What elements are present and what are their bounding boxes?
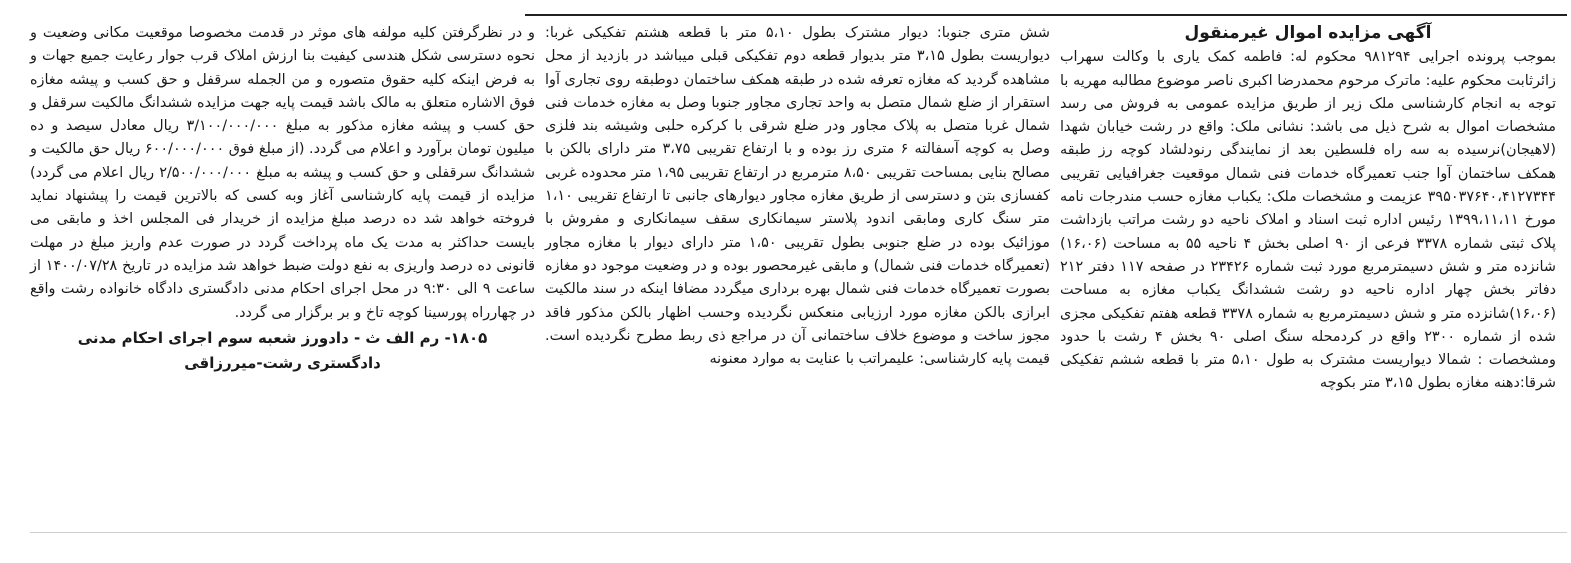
notice-title: آگهی مزایده اموال غیرمنقول (1184, 23, 1432, 43)
column-right-text: بموجب پرونده اجرایی ۹۸۱۲۹۴ محکوم له: فاطمه کمک یاری با وکالت سهراب زائرثابت محکوم علیه: ماترک مرحوم محمدرضا اکبری ناصر موضوع مطالبه مهریه با توجه به انجام کارشناسی ملک زیر از طریق مزایده عمومی به فروش می رسد مشخصات اموال به شرح ذیل می باشد: نشانی ملک: واقع در رشت خیابان شهدا (لاهیجان)نرسیده به سه راه فلسطین بعد از نمایندگی رنودلشاد کوچه رز طبقه همکف ساختمان آوا جنب تعمیرگاه خدمات فنی شمال موقعیت جغرافیایی تقریبی ۳۹۵۰۳۷۶۴۰،۴۱۲۷۳۴۴ عزیمت و مشخصات ملک: یکباب مغازه حسب مندرجات نامه مورخ ۱۳۹۹،۱۱،۱۱ رئیس اداره ثبت اسناد و املاک ناحیه دو رشت مراتب بازداشت پلاک ثبتی شماره ۳۳۷۸ فرعی از ۹۰ اصلی بخش ۴ ناحیه ۵۵ به مساحت (۱۶،۰۶) شانزده متر و شش دسیمترمربع مورد ثبت شماره ۲۳۴۲۶ در صفحه ۱۱۷ دفتر ۲۱۲ دفاتر بخش چهار اداره ناحیه دو رشت ششدانگ یکباب مغازه به مساحت (۱۶،۰۶)شانزده متر و شش دسیمترمربع به شماره ۳۳۷۸ قطعه هفتم تفکیکی مجزی شده از شماره ۲۳۰۰ واقع در کردمحله سنگ اصلی ۹۰ بخش ۴ رشت با حدود ومشخصات : شمالا دیواریست مشترک به طول ۵،۱۰ متر با قطعه ششم تفکیکی شرقا:دهنه مغازه بطول ۳،۱۵ متر بکوچه (1060, 49, 1557, 392)
column-left-text: و در نظرگرفتن کلیه مولفه های موثر در قدمت مخصوصا موقعیت مکانی وضعیت و نحوه دسترسی شکل هندسی کیفیت بنا ارزش املاک قرب جوار رعایت جمیع جهات و به فرض اینکه کلیه حقوق متصوره و من الجمله سرقفل و حق کسب و پیشه مغازه فوق الاشاره متعلق به مالک باشد قیمت پایه جهت مزایده ششدانگ مالکیت سرقفل و حق کسب و پیشه مغازه مذکور به مبلغ ۳/۱۰۰/۰۰۰/۰۰۰ ریال معادل سیصد و ده میلیون تومان برآورد و اعلام می گردد. (از مبلغ فوق ۶۰۰/۰۰۰/۰۰۰ ریال حق مالکیت و ششدانگ سرقفلی و حق کسب و پیشه به مبلغ ۲/۵۰۰/۰۰۰/۰۰۰ ریال اعلام می گردد) مزایده از قیمت پایه کارشناسی آغاز وبه کسی که بالاترین قیمت را پیشنهاد نماید فروخته خواهد شد ده درصد مبلغ مزایده از خریدار فی المجلس اخذ و مابقی می بایست حداکثر به مدت یک ماه پرداخت گردد در صورت عدم واریز مبلغ در مهلت قانونی ده درصد واریزی به نفع دولت ضبط خواهد شد مزایده در تاریخ ۱۴۰۰/۰۷/۲۸ از ساعت ۹ الی ۹:۳۰ در محل اجرای احکام مدنی دادگستری دادگاه خانواده رشت واقع در چهارراه پورسینا کوچه تاخ و بر برگزار می گردد. (30, 25, 536, 321)
column-middle (545, 22, 1050, 371)
signature-line-1: ۱۸۰۵- رم الف ث - دادورز شعبه سوم اجرای احکام مدنی (77, 328, 488, 347)
column-left (30, 22, 535, 375)
column-middle-text: شش متری جنوبا: دیوار مشترک بطول ۵،۱۰ متر با قطعه هشتم تفکیکی غربا: دیواریست بطول ۳،۱۵ متر بدیوار قطعه دوم تفکیکی قبلی میباشد در بازدید از محل مشاهده گردید که مغازه تعرفه شده در طبقه همکف ساختمان دوطبقه روی تجاری آوا استقرار از ضلع شمال متصل به واحد تجاری مجاور جنوبا وصل به مغازه خدمات فنی شمال غربا متصل به پلاک مجاور ودر ضلع شرقی با کرکره حلبی وشیشه بند فلزی وصل به کوچه آسفالته ۶ متری رز بوده و با ارتفاع تقریبی ۳،۷۵ متر دارای بالکن با مصالح بنایی بمساحت تقریبی ۸،۵۰ مترمربع در ارتفاع تقریبی ۱،۹۵ متر محدوده غربی کفسازی بتن و دسترسی از طریق مغازه مجاور دیوارهای جانبی تا ارتفاع تقریبی ۱،۱۰ متر سنگ کاری ومابقی اندود پلاستر سیمانکاری سقف سیمانکاری و مفروش با موزائیک بوده در ضلع جنوبی بطول تقریبی ۱،۵۰ متر دارای دیوار با مغازه مجاور (تعمیرگاه خدمات فنی شمال) و مابقی غیرمحصور بوده و در وضعیت موجود دو مغازه بصورت تعمیرگاه خدمات فنی شمال بهره برداری میگردد مضافا اینکه در سند مالکیت ابرازی بالکن مغازه مورد ارزیابی منعکس نگردیده وحسب اظهار بالکن مذکور فاقد مجوز ساخت و موضوع خلاف ساختمانی آن در مراجع ذی ربط مطرح نگردیده است. قیمت پایه کارشناسی: علیمراتب با عنایت به موارد معنونه (545, 25, 1051, 368)
footer-rule (30, 532, 1567, 533)
column-right (1060, 22, 1556, 396)
header-rule (525, 14, 1567, 16)
signature-line-2: دادگستری رشت-میررزاقی (184, 354, 381, 373)
